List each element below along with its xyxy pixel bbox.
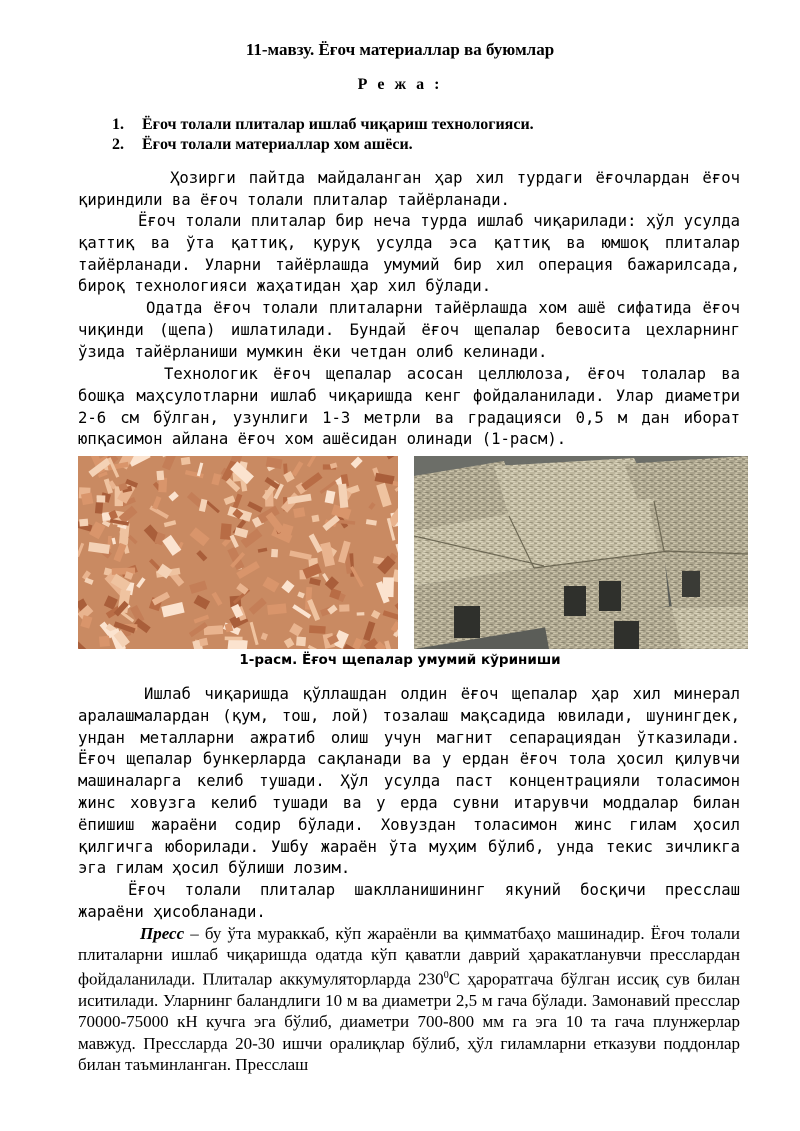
plan-item-text: Ёғоч толали плиталар ишлаб чиқариш технологияси. bbox=[142, 116, 534, 133]
plan-heading: Р е ж а : bbox=[357, 76, 443, 93]
plan-item-text: Ёғоч толали материаллар хом ашёси. bbox=[142, 136, 413, 153]
plan-item-number: 2. bbox=[112, 136, 124, 153]
plan-item bbox=[112, 116, 732, 134]
wood-blocks-photo bbox=[414, 456, 748, 649]
degree-superscript: 0 bbox=[443, 970, 449, 982]
paragraph: Технологик ёғоч щепалар асосан целлюлоза, ёғоч толалар ва бошқа маҳсулотларни ишлаб чиқаришда кенг фойдаланилади. Улар диаметри 2-6 см бўлган, узунлиги 1-3 метрли ва градацияси 0,5 м дан иборат юпқасимон айлана ёғоч хом ашёсидан олинади (1-расм). bbox=[78, 365, 740, 449]
figure-caption: 1-расм. Ёғоч щепалар умумий кўриниши bbox=[239, 652, 561, 668]
paragraph: Ишлаб чиқаришда қўллашдан олдин ёғоч щепалар ҳар хил минерал аралашмалардан (қум, тош, лой) тозалаш мақсадида ювилади, шунингдек, ундан металларни ажратиб олиш учун магнит сепарациядан ўтказилади. Ёғоч щепалар бункерларда сақланади ва у ердан ёғоч тола ҳосил қилувчи машиналарга келиб тушади. Ҳўл усулда паст концентрацияли толасимон жинс ховузга келиб тушади ва у ерда сувни итарувчи моддалар билан ёпишиш жараёни содир бўлади. Ховуздан толасимон жинс гилам ҳосил қилгичга юборилади. Ушбу жараён ўта муҳим бўлиб, унда текис зичликга эга гилам ҳосил бўлиши лозим. bbox=[78, 685, 740, 878]
plan-item-number: 1. bbox=[112, 116, 124, 133]
press-text: – бу ўта мураккаб, кўп жараёнли ва қимматбаҳо машинадир. Ёғоч толали плиталарни ишлаб чиқаришда одатда кўп қаватли даврий ҳаракатланувчи пресслардан фойдаланилади. Плиталар аккумуляторларда 230 bbox=[78, 924, 740, 990]
paragraph: Одатда ёғоч толали плиталарни тайёрлашда хом ашё сифатида ёғоч чиқинди (щепа) ишлатилади. Бундай ёғоч щепалар бевосита цехларнинг ўзида тайёрланиши мумкин ёки четдан олиб келинади. bbox=[78, 299, 740, 361]
paragraph-press bbox=[78, 923, 740, 1075]
wood-chips-photo bbox=[78, 456, 398, 649]
press-text-continued: С ҳароратгача бўлган иссиқ сув билан иситилади. Уларнинг баландлиги 10 м ва диаметри 2,5 м гача бўлади. Замонавий пресслар 70000-75000 кН кучга эга бўлиб, диаметри 700-800 мм га эга 10 та гача плунжерлар мавжуд. Прессларда 20-30 ишчи оралиқлар бўлиб, ҳўл гиламларни етказуви поддонлар билан таъминланган. Пресслаш bbox=[78, 970, 740, 1074]
plan-item bbox=[112, 136, 732, 154]
paragraph: Ёғоч толали плиталар шаклланишининг якуний босқичи пресслаш жараёни ҳисобланади. bbox=[78, 881, 740, 921]
paragraph: Ҳозирги пайтда майдаланган ҳар хил турдаги ёғочлардан ёғоч қириндили ва ёғоч толали плиталар тайёрланади. bbox=[78, 169, 740, 209]
page-title: 11-мавзу. Ёғоч материаллар ва буюмлар bbox=[245, 40, 555, 59]
press-term: Пресс bbox=[140, 924, 185, 943]
paragraph: Ёғоч толали плиталар бир неча турда ишлаб чиқарилади: ҳўл усулда қаттиқ ва ўта қаттиқ, қуруқ усулда эса қаттиқ ва юмшоқ плиталар тайёрланади. Уларни тайёрлашда умумий бир хил операция бажарилсада, бироқ технологияси жаҳатидан ҳар хил бўлади. bbox=[78, 212, 740, 296]
